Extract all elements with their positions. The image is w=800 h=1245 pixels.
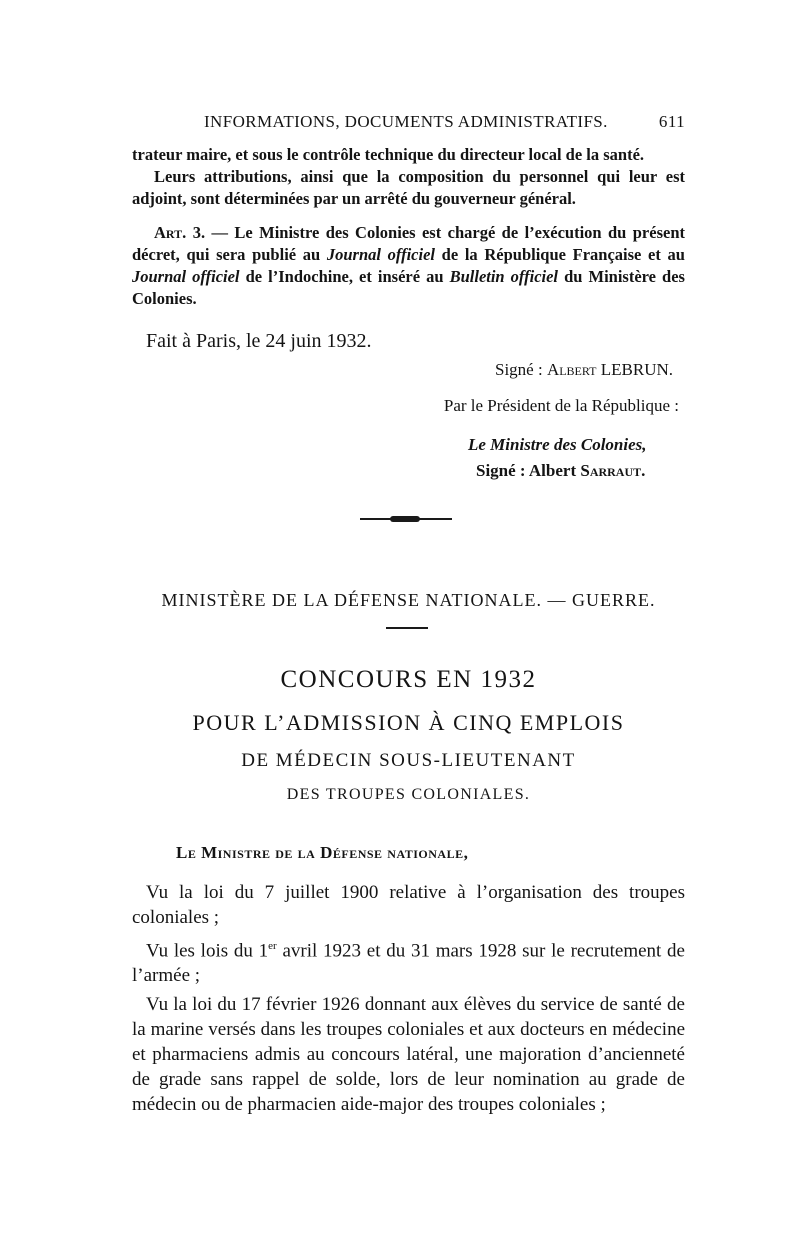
running-title: INFORMATIONS, DOCUMENTS ADMINISTRATIFS. (204, 112, 608, 131)
article-3 (132, 222, 685, 310)
vu-2-text-b: avril 1923 et du 31 mars 1928 sur le recrutement de l’armée ; (132, 940, 685, 987)
paragraph-attributions: Leurs attributions, ainsi que la composition du personnel qui leur est adjoint, sont déterminées par un arrêté du gouverneur général. (132, 167, 685, 208)
page-number: 611 (658, 112, 685, 131)
article-label: Art. 3. (154, 223, 206, 242)
article-text-d: du Ministère des Colonies. (132, 267, 685, 308)
title-medecin: DE MÉDECIN SOUS-LIEUTENANT (241, 750, 576, 771)
title-admission: POUR L’ADMISSION À CINQ EMPLOIS (192, 710, 625, 735)
president-line: Par le Président de la République : (443, 396, 679, 415)
title-troupes: DES TROUPES COLONIALES. (286, 786, 531, 803)
article-text-a: — Le Ministre des Colonies est chargé de l’exécution du présent décret, qui sera publié au (132, 223, 685, 264)
title-block (132, 664, 685, 806)
decree-body (132, 880, 685, 1117)
article-text-c: de l’Indochine, et inséré au (239, 267, 450, 286)
journal-officiel-ref-2: Journal officiel (132, 267, 240, 286)
paragraph-continuation: trateur maire, et sous le contrôle technique du directeur local de la santé. (132, 145, 645, 164)
title-concours: CONCOURS EN 1932 (280, 666, 537, 693)
journal-officiel-ref: Journal officiel (326, 245, 435, 264)
signe-label: Signé : (494, 360, 547, 379)
vu-2-text-a: Vu les lois du 1 (146, 940, 269, 962)
article-text-b: de la République Française et au (435, 245, 685, 264)
minister-title: Le Ministre des Colonies, (468, 435, 647, 454)
signe-lastname: LEBRUN. (596, 360, 673, 379)
vu-paragraph-3: Vu la loi du 17 février 1926 donnant aux élèves du service de santé de la marine versés dans les troupes coloniales et aux docteurs en médecine et pharmaciens admis au concours latéral, une majoration d’ancienneté de grade sans rappel de solde, lors de leur nomination au grade de médecin ou de pharmacien aide-major des troupes coloniales ; (132, 994, 685, 1116)
minister-signed (476, 458, 685, 484)
vu-paragraph-2 (132, 934, 685, 988)
minister-signed-label: Signé : Albert (476, 461, 581, 480)
fait-a-paris: Fait à Paris, le 24 juin 1932. (146, 330, 372, 352)
ornamental-rule (360, 518, 452, 520)
running-head (132, 112, 685, 132)
minister-signature (468, 432, 685, 484)
signe-firstname: Albert (546, 360, 597, 379)
upper-page (132, 112, 685, 484)
short-rule (386, 627, 428, 629)
bulletin-officiel-ref: Bulletin officiel (449, 267, 559, 286)
decree-author: Le Ministre de la Défense nationale, (176, 843, 469, 862)
signature-lebrun (132, 360, 685, 380)
ministry-heading: MINISTÈRE DE LA DÉFENSE NATIONALE. — GUERRE. (161, 590, 656, 610)
minister-name: Sarraut. (580, 461, 646, 480)
vu-2-sup: er (268, 940, 277, 952)
vu-paragraph-1: Vu la loi du 7 juillet 1900 relative à l’organisation des troupes coloniales ; (132, 882, 685, 928)
